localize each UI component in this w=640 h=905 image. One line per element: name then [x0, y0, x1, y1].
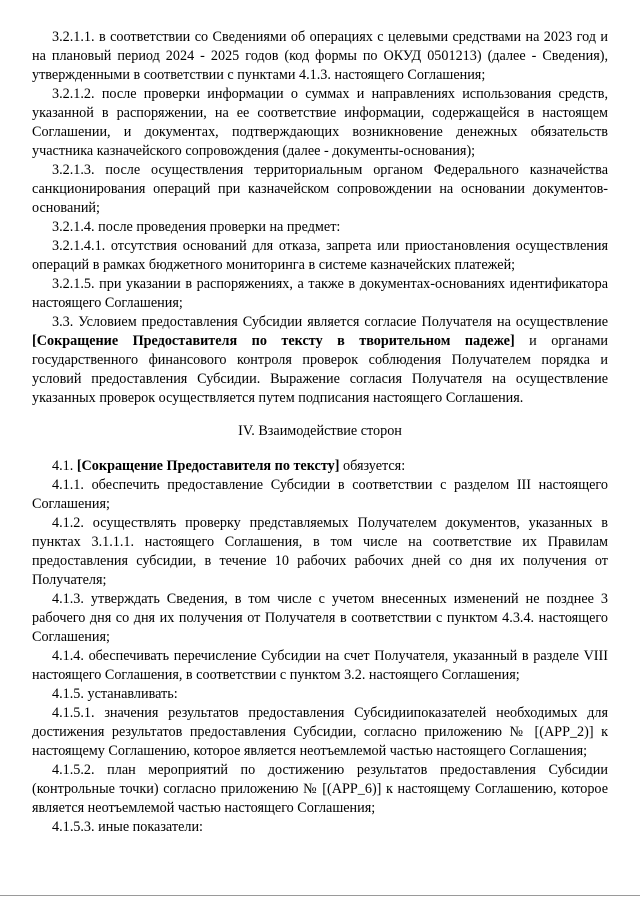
page-bottom-divider [0, 895, 640, 896]
paragraph-4-1-after: обязуется: [339, 458, 406, 474]
paragraph-3-2-1-1: 3.2.1.1. в соответствии со Сведениями об операциях с целевыми средствами на 2023 год и на плановый период 2024 - 2025 годов (код формы по ОКУД 0501213) (далее - Сведения), утвержденными в соответствии с пунктами 4.1.3. настоящего Соглашения; [32, 29, 608, 83]
paragraph-4-1-2: 4.1.2. осуществлять проверку представляемых Получателем документов, указанных в пунктах 3.1.1.1. настоящего Соглашения, в том числе на соответствие их Правилам предоставления субсидии, в течение 10 рабочих рабочих дней со дня их получения от Получателя; [32, 515, 608, 588]
document-body [32, 28, 608, 837]
paragraph-4-1-5-2: 4.1.5.2. план мероприятий по достижению результатов предоставления Субсидии (контрольные точки) согласно приложению № [(APP_6)] к настоящему Соглашению, которое является неотъемлемой частью настоящего Соглашения; [32, 762, 608, 816]
paragraph-3-2-1-3: 3.2.1.3. после осуществления территориальным органом Федерального казначейства санкционирования операций при казначейском сопровождении на основании документов-оснований; [32, 162, 608, 216]
paragraph-4-1-1: 4.1.1. обеспечить предоставление Субсидии в соответствии с разделом III настоящего Соглашения; [32, 477, 608, 512]
paragraph-3-2-1-4: 3.2.1.4. после проведения проверки на предмет: [52, 219, 341, 235]
paragraph-3-3-before: 3.3. Условием предоставления Субсидии является согласие Получателя на осуществление [52, 314, 608, 330]
paragraph-4-1-5-1: 4.1.5.1. значения результатов предоставления Субсидиипоказателей необходимых для достижения результатов предоставления Субсидии, согласно приложению № [(APP_2)] к настоящему Соглашению, которое является неотъемлемой частью настоящего Соглашения; [32, 705, 608, 759]
paragraph-4-1-5-3: 4.1.5.3. иные показатели: [52, 819, 203, 835]
paragraph-3-2-1-2: 3.2.1.2. после проверки информации о суммах и направлениях использования средств, указанной в распоряжении, на ее соответствие информации, содержащейся в настоящем Соглашении, и документах, подтверждающих возникновение денежных обязательств участника казначейского сопровождения (далее - документы-основания); [32, 86, 608, 159]
paragraph-4-1-4: 4.1.4. обеспечивать перечисление Субсидии на счет Получателя, указанный в разделе VIII настоящего Соглашения, в соответствии с пунктом 3.2. настоящего Соглашения; [32, 648, 608, 683]
section-heading: IV. Взаимодействие сторон [238, 423, 402, 439]
paragraph-4-1-5: 4.1.5. устанавливать: [52, 686, 178, 702]
paragraph-3-2-1-5: 3.2.1.5. при указании в распоряжениях, а также в документах-основаниях идентификатора настоящего Соглашения; [32, 276, 608, 311]
paragraph-3-3 [32, 313, 608, 408]
paragraph-3-3-placeholder: [Сокращение Предоставителя по тексту в творительном падеже] [32, 333, 515, 349]
paragraph-3-3-after: и органами государственного финансового контроля проверок соблюдения Получателем порядка и условий предоставления Субсидии. Выражение согласия Получателя на осуществление указанных проверок осуществляется путем подписания настоящего Соглашения. [32, 333, 609, 406]
paragraph-4-1-placeholder: [Сокращение Предоставителя по тексту] [76, 458, 340, 474]
paragraph-4-1-before: 4.1. [52, 458, 77, 474]
paragraph-4-1-3: 4.1.3. утверждать Сведения, в том числе с учетом внесенных изменений не позднее 3 рабочего дня со дня их получения от Получателя в соответствии с пунктом 4.3.4. настоящего Соглашения; [32, 591, 608, 645]
paragraph-4-1 [32, 457, 608, 476]
paragraph-3-2-1-4-1: 3.2.1.4.1. отсутствия оснований для отказа, запрета или приостановления осуществления операций в рамках бюджетного мониторинга в системе казначейских платежей; [32, 238, 608, 273]
